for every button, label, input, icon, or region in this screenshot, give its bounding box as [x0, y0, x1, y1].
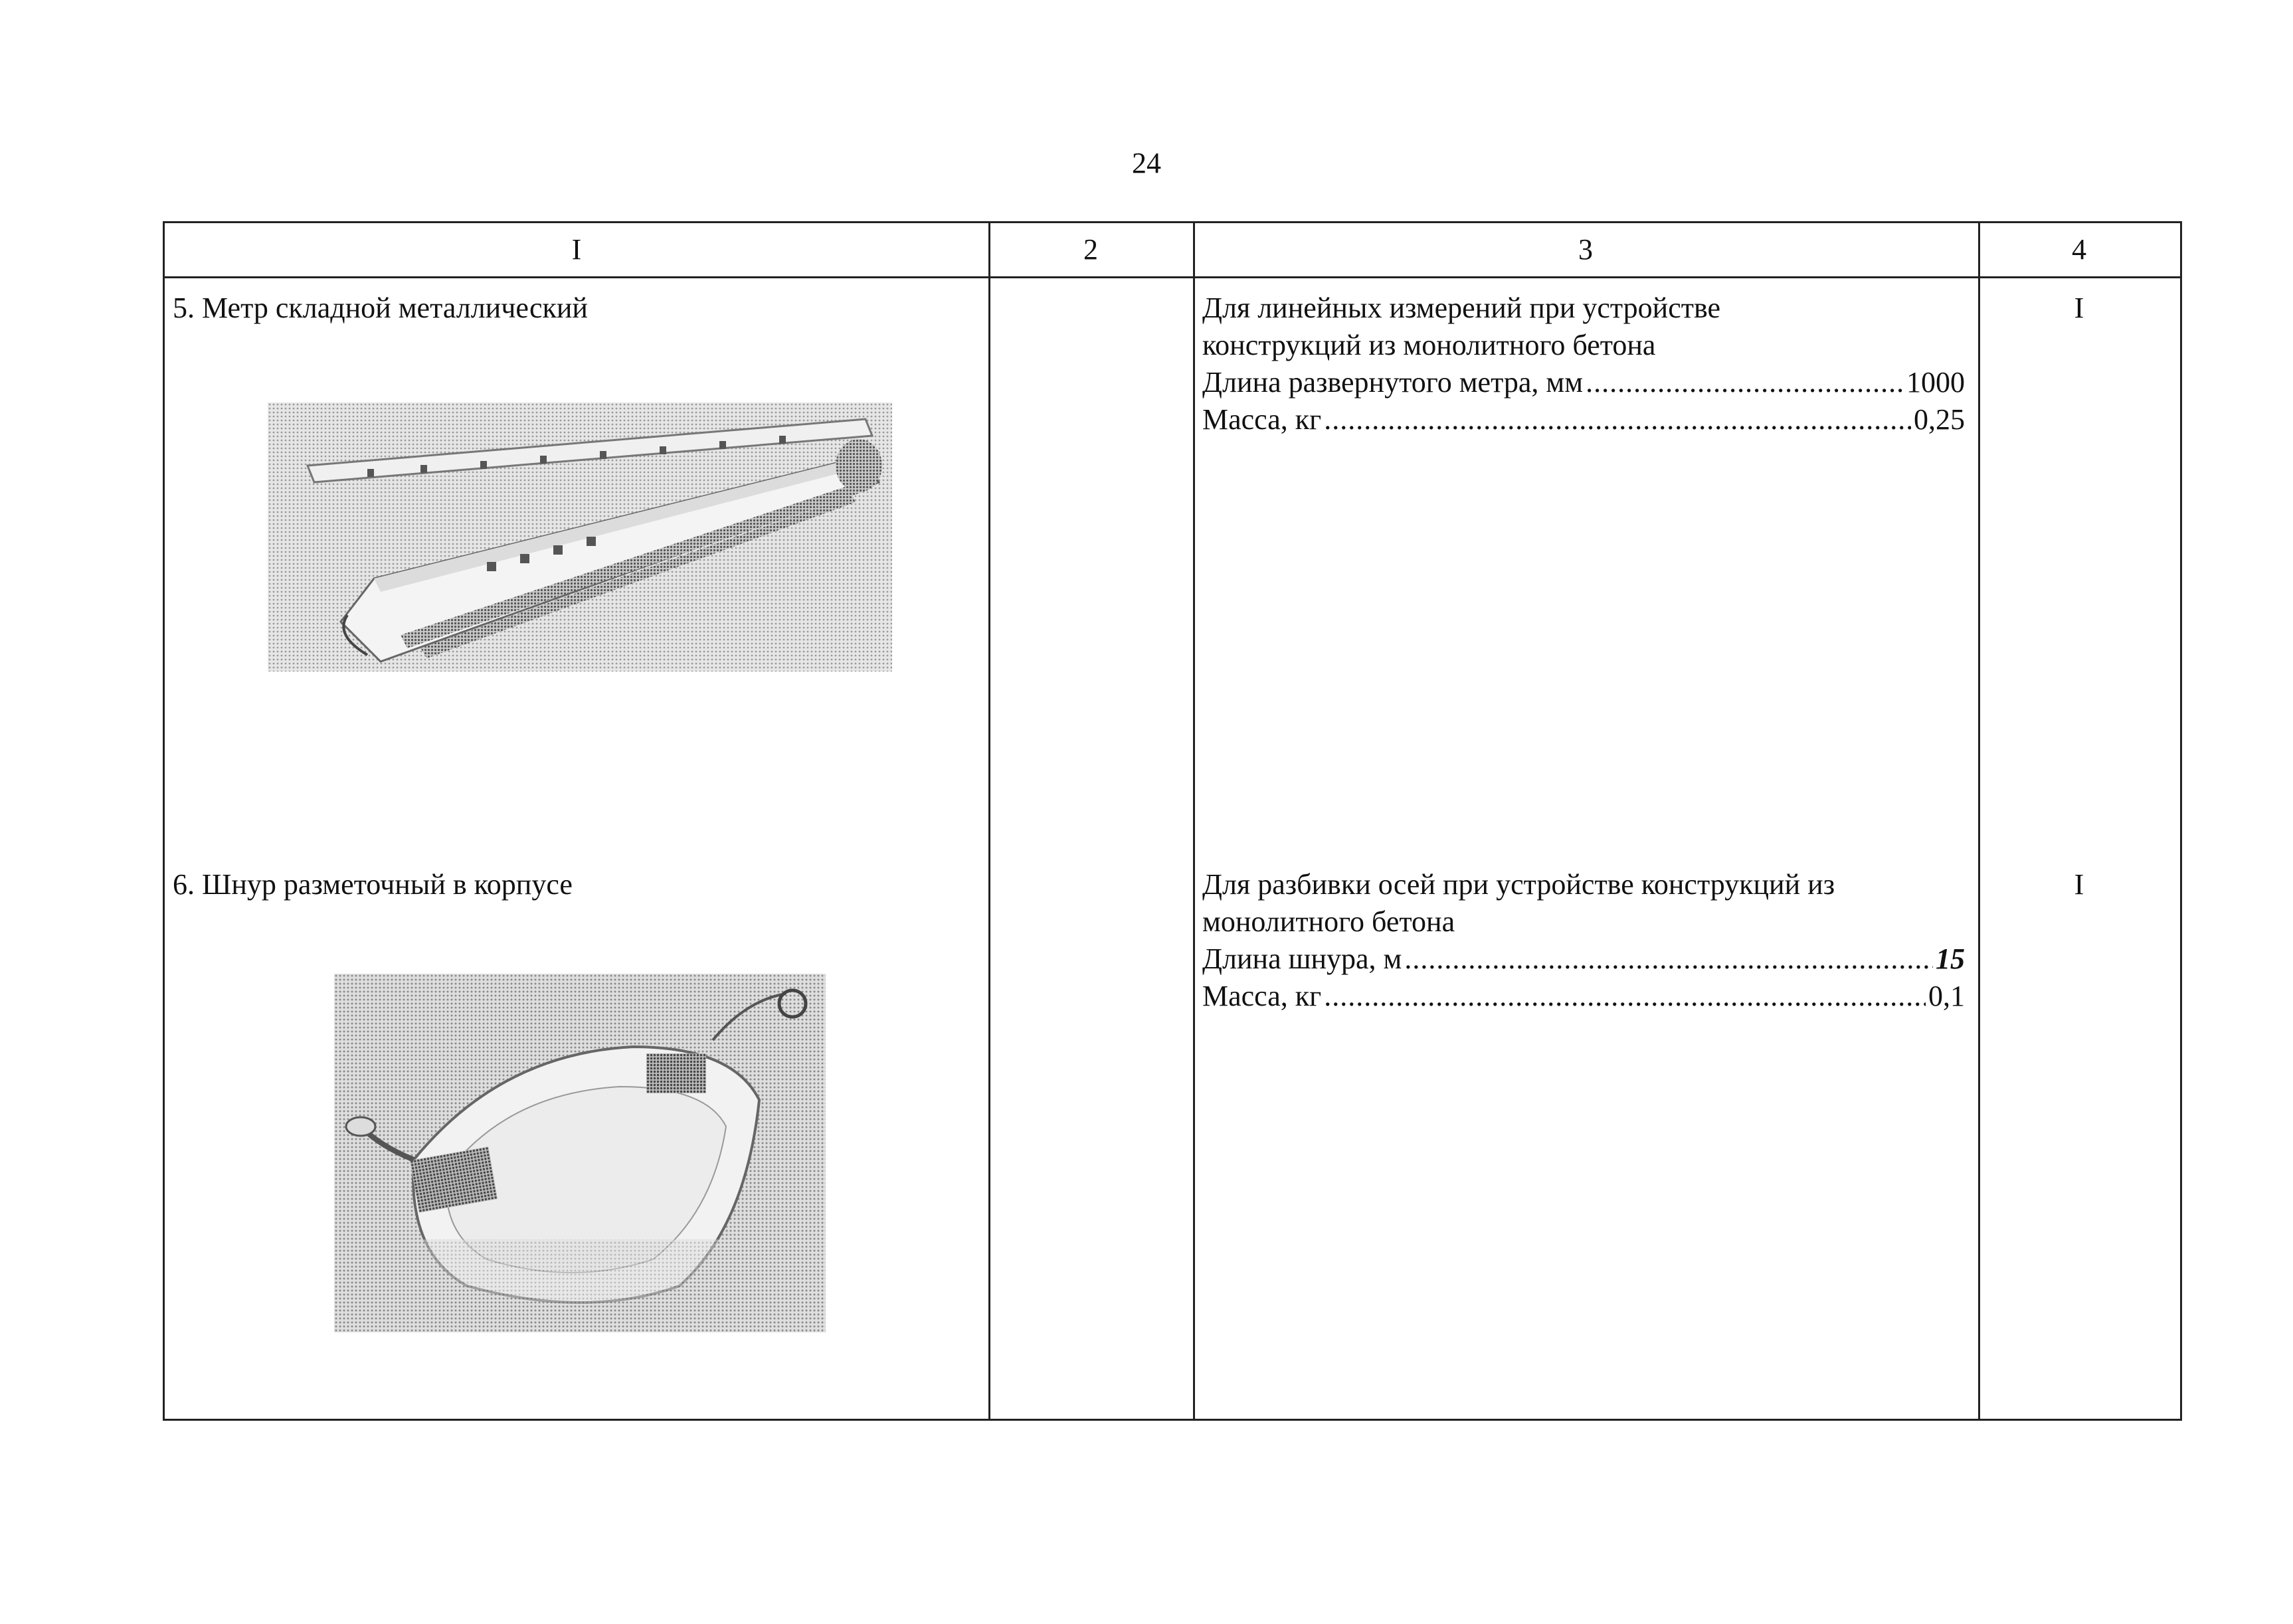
column-header-1: I [571, 233, 582, 266]
column-header-2: 2 [1083, 233, 1098, 266]
category-5: I [2074, 292, 2084, 324]
spec-value: 1000 [1906, 366, 1965, 399]
spec-length-6 [1202, 941, 1965, 978]
spec-mass-5 [1202, 401, 1965, 438]
item-name-6: 6. Шнур разметочный в корпусе [173, 868, 573, 901]
folding-ruler-photo [268, 403, 892, 672]
leader-dots [1586, 364, 1904, 401]
spec-value: 15 [1936, 943, 1965, 975]
spec-value: 0,25 [1914, 403, 1965, 436]
item-name-5: 5. Метр складной металлический [173, 292, 588, 324]
spec-label: Длина шнура, м [1202, 943, 1402, 975]
column-divider [1193, 223, 1195, 1419]
category-6: I [2074, 868, 2084, 901]
spec-mass-6 [1202, 978, 1965, 1015]
column-header-4: 4 [2072, 233, 2086, 266]
column-divider [988, 223, 990, 1419]
spec-label: Длина развернутого метра, мм [1202, 366, 1584, 399]
leader-dots [1324, 978, 1926, 1015]
spec-label: Масса, кг [1202, 980, 1322, 1012]
page-number: 24 [1132, 147, 1161, 179]
purpose-line-6a: Для разбивки осей при устройстве конструкций из [1202, 868, 1835, 901]
equipment-table [163, 221, 2182, 1421]
spec-value: 0,1 [1928, 980, 1965, 1012]
leader-dots [1324, 401, 1911, 438]
purpose-line-5a: Для линейных измерений при устройстве [1202, 292, 1721, 324]
purpose-line-6b: монолитного бетона [1202, 905, 1455, 938]
purpose-line-5b: конструкций из монолитного бетона [1202, 329, 1656, 361]
column-header-3: 3 [1578, 233, 1593, 266]
spec-label: Масса, кг [1202, 403, 1322, 436]
chalk-line-reel-photo [334, 974, 826, 1332]
leader-dots [1404, 941, 1933, 978]
spec-length-5 [1202, 364, 1965, 401]
column-divider [1978, 223, 1980, 1419]
header-divider [165, 276, 2180, 278]
